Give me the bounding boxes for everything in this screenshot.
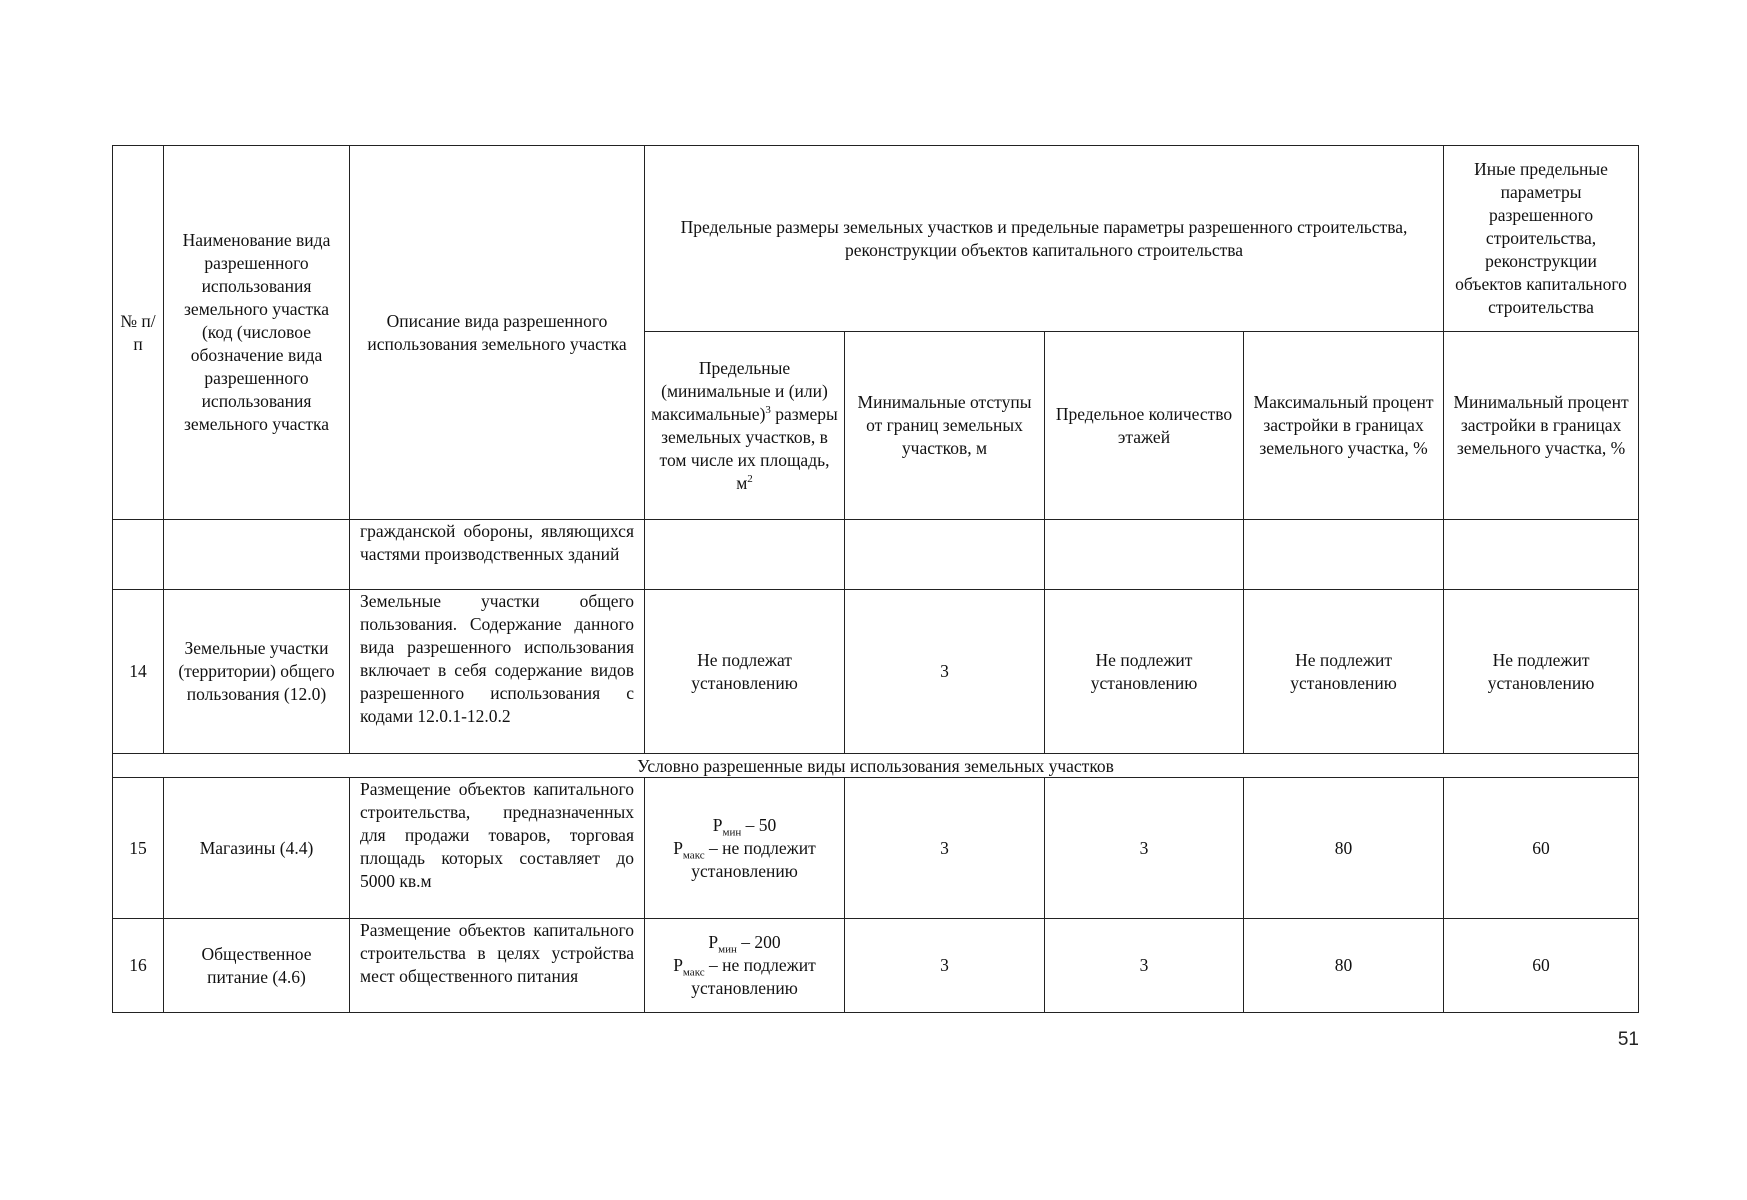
row15-max-size [651, 837, 838, 883]
cell-empty [164, 520, 350, 590]
section-row [113, 754, 1639, 778]
row14-setbacks: 3 [845, 590, 1045, 754]
table-header-row [113, 146, 1639, 332]
max-subscript: макс [682, 966, 705, 979]
cell-empty [645, 520, 845, 590]
header-name: Наименование вида разрешенного использования земельного участка (код (числовое обозначение вида разрешенного использования земельного участка [164, 146, 350, 520]
cell-empty [113, 520, 164, 590]
row16-description: Размещение объектов капитального строительства в целях устройства мест общественного питания [350, 919, 645, 1013]
row15-name: Магазины (4.4) [164, 778, 350, 919]
header-sizes [645, 332, 845, 520]
row14-name: Земельные участки (территории) общего пользования (12.0) [164, 590, 350, 754]
table-row-14 [113, 590, 1639, 754]
p-letter: Р [673, 955, 683, 975]
cell-empty [1244, 520, 1444, 590]
row15-min-size [651, 814, 838, 837]
row16-name: Общественное питание (4.6) [164, 919, 350, 1013]
section-title: Условно разрешенные виды использования земельных участков [113, 754, 1639, 778]
table-row-continued [113, 520, 1639, 590]
row14-num: 14 [113, 590, 164, 754]
row16-max-size [651, 954, 838, 1000]
row16-min-percent: 60 [1444, 919, 1639, 1013]
header-num: № п/п [113, 146, 164, 520]
min-value: – 50 [741, 814, 777, 835]
row15-description: Размещение объектов капитального строительства, предназначенных для продажи товаров, торговая площадь которых составляет до 5000 кв.м [350, 778, 645, 919]
header-other-group: Иные предельные параметры разрешенного строительства, реконструкции объектов капитального строительства [1444, 146, 1639, 332]
header-sizes-text: Предельные (минимальные и (или) максимальные) [651, 357, 828, 424]
cell-empty [845, 520, 1045, 590]
table-row-16 [113, 919, 1639, 1013]
row16-num: 16 [113, 919, 164, 1013]
row15-sizes [645, 778, 845, 919]
max-value: – не подлежит установлению [691, 837, 816, 881]
row16-setbacks: 3 [845, 919, 1045, 1013]
row15-max-percent: 80 [1244, 778, 1444, 919]
row14-floors: Не подлежит установлению [1045, 590, 1244, 754]
table-row-15 [113, 778, 1639, 919]
row15-num: 15 [113, 778, 164, 919]
p-letter: Р [712, 814, 723, 835]
cont-description: гражданской обороны, являющихся частями производственных зданий [350, 520, 645, 590]
row14-sizes: Не подлежат установлению [645, 590, 845, 754]
p-letter: Р [673, 837, 683, 858]
header-sizes-text-2: размеры земельных участков, в том числе их площадь, м [659, 403, 838, 493]
p-letter: Р [708, 932, 719, 952]
header-description: Описание вида разрешенного использования земельного участка [350, 146, 645, 520]
row15-setbacks: 3 [845, 778, 1045, 919]
cell-empty [1444, 520, 1639, 590]
cell-empty [1045, 520, 1244, 590]
footnote-3: 3 [765, 403, 771, 416]
row15-min-percent: 60 [1444, 778, 1639, 919]
page-number: 51 [1617, 1029, 1639, 1050]
max-subscript: макс [682, 849, 705, 861]
square-unit-sup: 2 [747, 472, 753, 485]
header-min-percent: Минимальный процент застройки в границах земельного участка, % [1444, 332, 1639, 520]
land-use-regulations-table [112, 145, 1639, 1013]
row16-floors: 3 [1045, 919, 1244, 1013]
row14-description: Земельные участки общего пользования. Содержание данного вида разрешенного использования включает в себя содержание видов разрешенного использования с кодами 12.0.1-12.0.2 [350, 590, 645, 754]
min-subscript: мин [718, 943, 737, 956]
row14-max-percent: Не подлежит установлению [1244, 590, 1444, 754]
header-floors: Предельное количество этажей [1045, 332, 1244, 520]
row16-max-percent: 80 [1244, 919, 1444, 1013]
row16-sizes [645, 919, 845, 1013]
header-max-percent: Максимальный процент застройки в границах земельного участка, % [1244, 332, 1444, 520]
header-limits-group: Предельные размеры земельных участков и предельные параметры разрешенного строительства, реконструкции объектов капитального строительства [645, 146, 1444, 332]
min-value: – 200 [736, 932, 781, 952]
max-value: – не подлежит установлению [691, 955, 816, 998]
row16-min-size [651, 931, 838, 954]
min-subscript: мин [722, 826, 742, 838]
row14-min-percent: Не подлежит установлению [1444, 590, 1639, 754]
row15-floors: 3 [1045, 778, 1244, 919]
header-setbacks: Минимальные отступы от границ земельных участков, м [845, 332, 1045, 520]
